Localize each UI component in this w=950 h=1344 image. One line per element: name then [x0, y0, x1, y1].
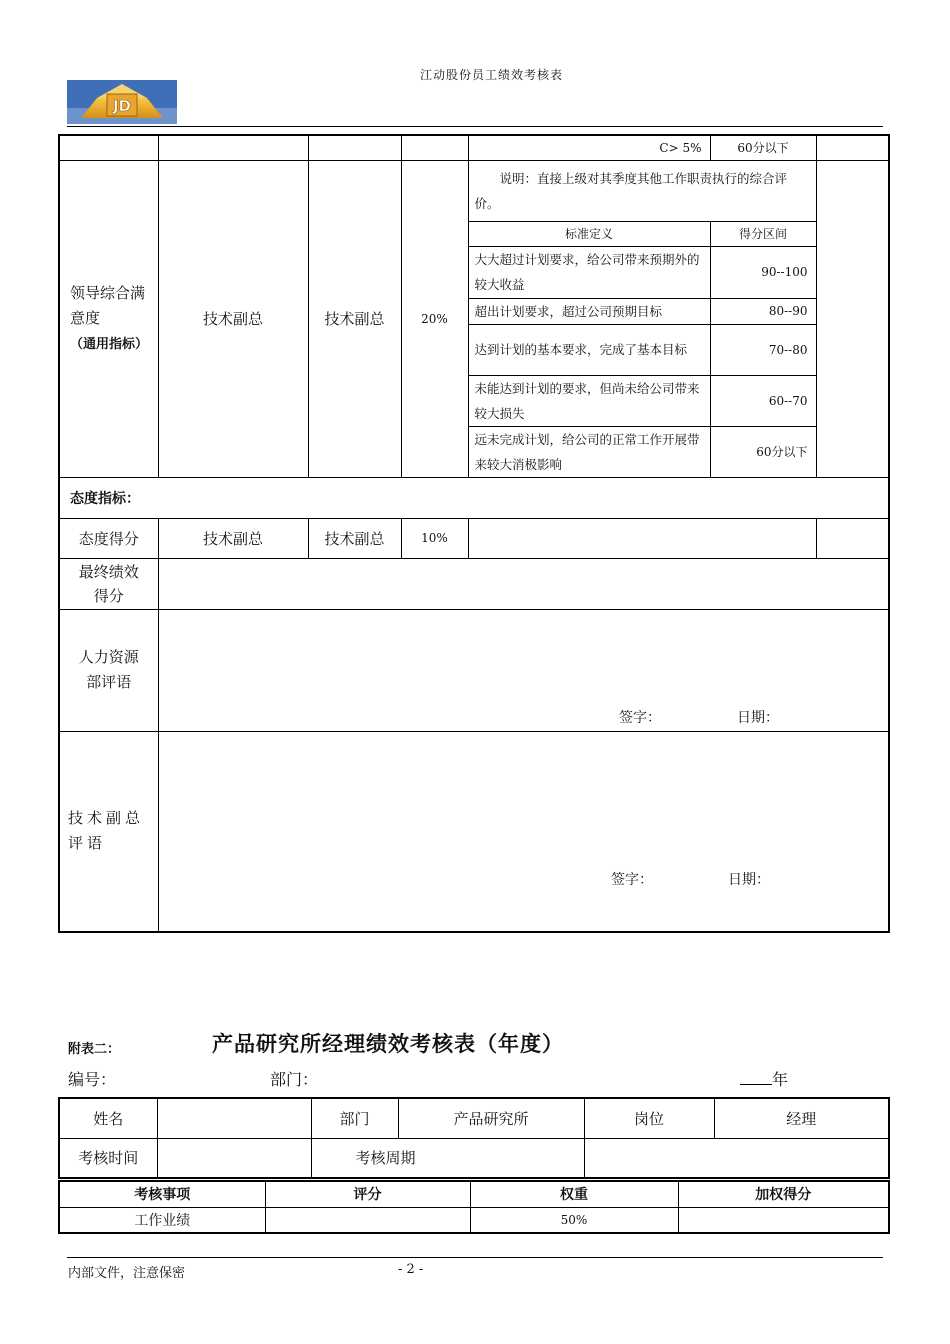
weight-cell: 50% [470, 1207, 678, 1233]
criteria-definition: 远未完成计划，给公司的正常工作开展带来较大消极影响 [468, 426, 710, 477]
criteria-definition: 达到计划的基本要求，完成了基本目标 [468, 324, 710, 375]
department-label: 部门： [270, 1070, 319, 1089]
criteria-range: 60--70 [710, 375, 816, 426]
info-dept-label: 部门 [311, 1098, 398, 1138]
item-cell: 工作业绩 [59, 1207, 265, 1233]
criteria-range: 70--80 [710, 324, 816, 375]
range-header: 得分区间 [710, 221, 816, 246]
annex-title: 产品研究所经理绩效考核表（年度） [212, 1031, 564, 1056]
criteria-header: 标准定义 [468, 221, 710, 246]
attitude-section-heading: 态度指标： [59, 477, 889, 518]
vp-sign-label: 签字： [611, 872, 653, 888]
table-row [59, 135, 889, 160]
number-label: 编号： [68, 1070, 117, 1089]
table-row [59, 518, 889, 558]
footer-confidential-note: 内部文件，注意保密 [68, 1266, 186, 1281]
criteria-range: 80--90 [710, 298, 816, 324]
table-row [59, 160, 889, 221]
logo-lettering: JD [112, 97, 132, 115]
leadership-label: 领导综合满意度 [70, 284, 146, 327]
criteria-definition: 大大超过计划要求，给公司带来预期外的较大收益 [468, 246, 710, 298]
annex-label: 附表二： [68, 1042, 121, 1057]
year-label: 年 [772, 1070, 789, 1089]
table-row [59, 558, 889, 609]
name-label: 姓名 [59, 1098, 157, 1138]
score-table [58, 1180, 890, 1234]
condition-cell: C> 5% [468, 135, 710, 160]
criteria-definition: 超出计划要求，超过公司预期目标 [468, 298, 710, 324]
attitude-label: 态度得分 [59, 518, 158, 558]
criteria-definition: 未能达到计划的要求，但尚未给公司带来较大损失 [468, 375, 710, 426]
table-row [59, 1138, 889, 1178]
criteria-range: 90--100 [710, 246, 816, 298]
attitude-assessor: 技术副总 [158, 518, 308, 558]
score-range-cell: 60分以下 [710, 135, 816, 160]
company-logo [67, 80, 177, 124]
leadership-weight: 20% [401, 160, 468, 477]
evaluation-table [58, 134, 890, 933]
column-header: 评分 [265, 1181, 470, 1207]
document-header-title: 江动股份员工绩效考核表 [420, 68, 564, 82]
column-header: 加权得分 [678, 1181, 889, 1207]
review-time-value [157, 1138, 311, 1178]
hr-date-label: 日期： [737, 710, 779, 726]
attitude-reviewer: 技术副总 [308, 518, 401, 558]
criteria-range: 60分以下 [710, 426, 816, 477]
review-period-label: 考核周期 [311, 1138, 584, 1178]
vp-comment-label: 技术副总评语 [59, 731, 158, 932]
info-dept-value: 产品研究所 [398, 1098, 584, 1138]
table-row [59, 1181, 889, 1207]
year-field [740, 1067, 788, 1090]
post-label: 岗位 [584, 1098, 714, 1138]
year-blank-line [740, 1071, 772, 1085]
leadership-reviewer: 技术副总 [308, 160, 401, 477]
leadership-label-note: （通用指标） [70, 337, 149, 352]
review-time-label: 考核时间 [59, 1138, 157, 1178]
leadership-description: 说明：直接上级对其季度其他工作职责执行的综合评价。 [468, 160, 816, 221]
column-header: 权重 [470, 1181, 678, 1207]
leadership-assessor: 技术副总 [158, 160, 308, 477]
table-row [59, 1098, 889, 1138]
hr-sign-label: 签字： [619, 710, 661, 726]
table-row [59, 731, 889, 932]
page-number: - 2 - [398, 1262, 424, 1277]
employee-info-table [58, 1097, 890, 1179]
review-period-value [584, 1138, 889, 1178]
weighted-score-cell [678, 1207, 889, 1233]
vp-date-label: 日期： [728, 872, 770, 888]
leadership-label-cell [59, 160, 158, 477]
score-cell [265, 1207, 470, 1233]
column-header: 考核事项 [59, 1181, 265, 1207]
post-value: 经理 [714, 1098, 889, 1138]
final-score-label: 最终绩效得分 [59, 558, 158, 609]
attitude-weight: 10% [401, 518, 468, 558]
hr-comment-label: 人力资源部评语 [59, 609, 158, 731]
table-row [59, 477, 889, 518]
name-value [157, 1098, 311, 1138]
footer-rule [67, 1257, 883, 1258]
table-row [59, 1207, 889, 1233]
header-rule [67, 126, 883, 127]
